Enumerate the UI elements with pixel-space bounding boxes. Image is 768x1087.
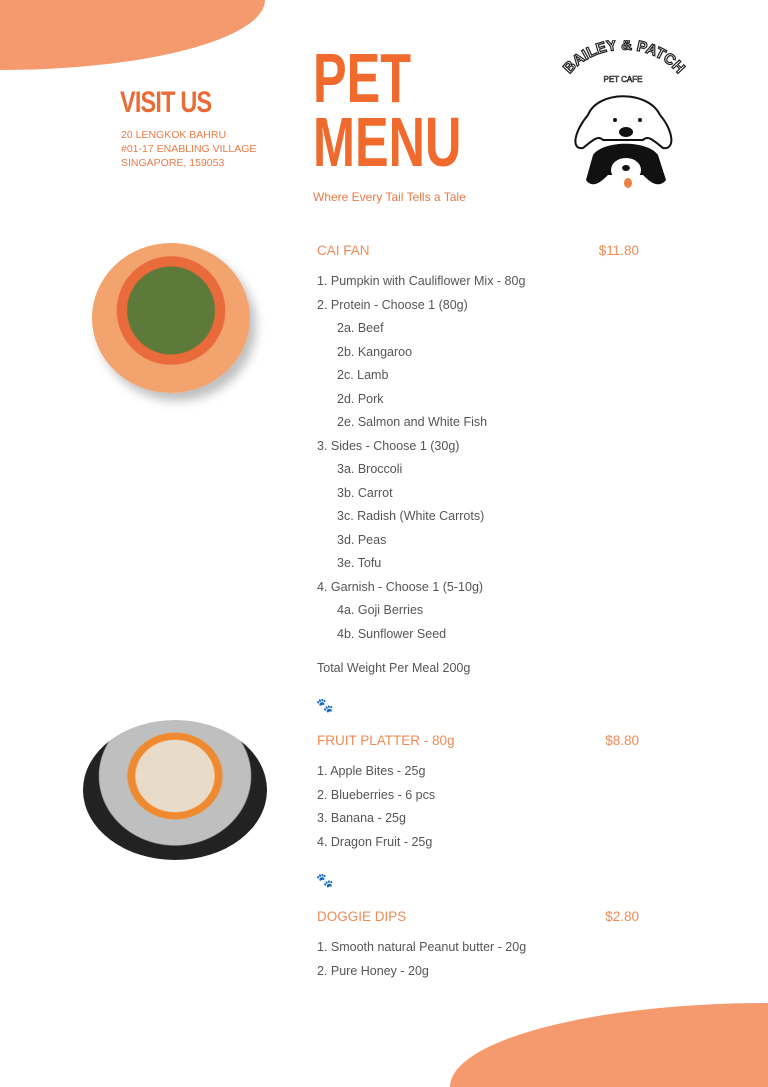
menu-item: 4a. Goji Berries xyxy=(337,603,424,617)
section-note: Total Weight Per Meal 200g xyxy=(317,661,471,675)
menu-item: 3a. Broccoli xyxy=(337,462,403,476)
menu-section-fruit-platter xyxy=(317,733,639,858)
menu-item: 3c. Radish (White Carrots) xyxy=(337,509,485,523)
paw-icon: 🐾 xyxy=(316,872,334,888)
section-price: $11.80 xyxy=(598,243,639,258)
tagline: Where Every Tail Tells a Tale xyxy=(313,190,466,204)
menu-item: 1. Pumpkin with Cauliflower Mix - 80g xyxy=(317,274,526,288)
svg-text:BAILEY & PATCH: BAILEY & PATCH xyxy=(559,40,689,78)
menu-item: 3. Banana - 25g xyxy=(317,811,406,825)
section-header xyxy=(317,909,639,940)
menu-item: 4. Garnish - Choose 1 (5-10g) xyxy=(317,579,484,594)
section-header xyxy=(317,243,639,274)
menu-item: 2. Protein - Choose 1 (80g) xyxy=(317,297,468,312)
section-name: DOGGIE DIPS xyxy=(317,909,407,924)
address-line: SINGAPORE, 159053 xyxy=(121,157,225,169)
menu-item: 4b. Sunflower Seed xyxy=(337,626,447,641)
menu-item: 2a. Beef xyxy=(337,321,384,335)
menu-section-cai-fan xyxy=(317,243,639,675)
visit-us-heading: VISIT US xyxy=(120,86,212,119)
menu-item: 4. Dragon Fruit - 25g xyxy=(317,834,433,849)
menu-item: 1. Smooth natural Peanut butter - 20g xyxy=(317,940,527,954)
title-line: PET xyxy=(313,39,412,117)
menu-item: 3d. Peas xyxy=(337,532,387,547)
section-name: CAI FAN xyxy=(317,243,370,258)
section-price: $8.80 xyxy=(605,733,639,748)
menu-item: 2d. Pork xyxy=(337,391,384,406)
menu-item: 2b. Kangaroo xyxy=(337,344,413,359)
section-price: $2.80 xyxy=(605,909,639,924)
page-title xyxy=(313,39,462,181)
menu-section-doggie-dips xyxy=(317,909,639,987)
section-name: FRUIT PLATTER - 80g xyxy=(317,733,455,748)
menu-item: 2e. Salmon and White Fish xyxy=(337,415,488,429)
cai-fan-bowl-image xyxy=(92,243,250,393)
fruit-platter-bowl-image xyxy=(83,720,267,860)
decorative-blob-bottom xyxy=(450,1003,768,1087)
svg-text:PET CAFE: PET CAFE xyxy=(603,75,643,84)
menu-item: 2c. Lamb xyxy=(337,368,389,382)
paw-icon: 🐾 xyxy=(316,697,334,713)
address xyxy=(121,128,256,170)
address-line: #01-17 ENABLING VILLAGE xyxy=(121,143,257,155)
menu-item: 2. Blueberries - 6 pcs xyxy=(317,787,436,802)
menu-item: 2. Pure Honey - 20g xyxy=(317,963,429,978)
bailey-patch-logo xyxy=(548,40,698,195)
address-line: 20 LENGKOK BAHRU xyxy=(121,129,227,141)
decorative-blob-top xyxy=(0,0,265,70)
menu-item: 3e. Tofu xyxy=(337,556,382,570)
menu-item: 3. Sides - Choose 1 (30g) xyxy=(317,438,460,453)
menu-item: 3b. Carrot xyxy=(337,485,393,500)
menu-item: 1. Apple Bites - 25g xyxy=(317,764,426,778)
section-header xyxy=(317,733,639,764)
title-line: MENU xyxy=(313,103,462,181)
